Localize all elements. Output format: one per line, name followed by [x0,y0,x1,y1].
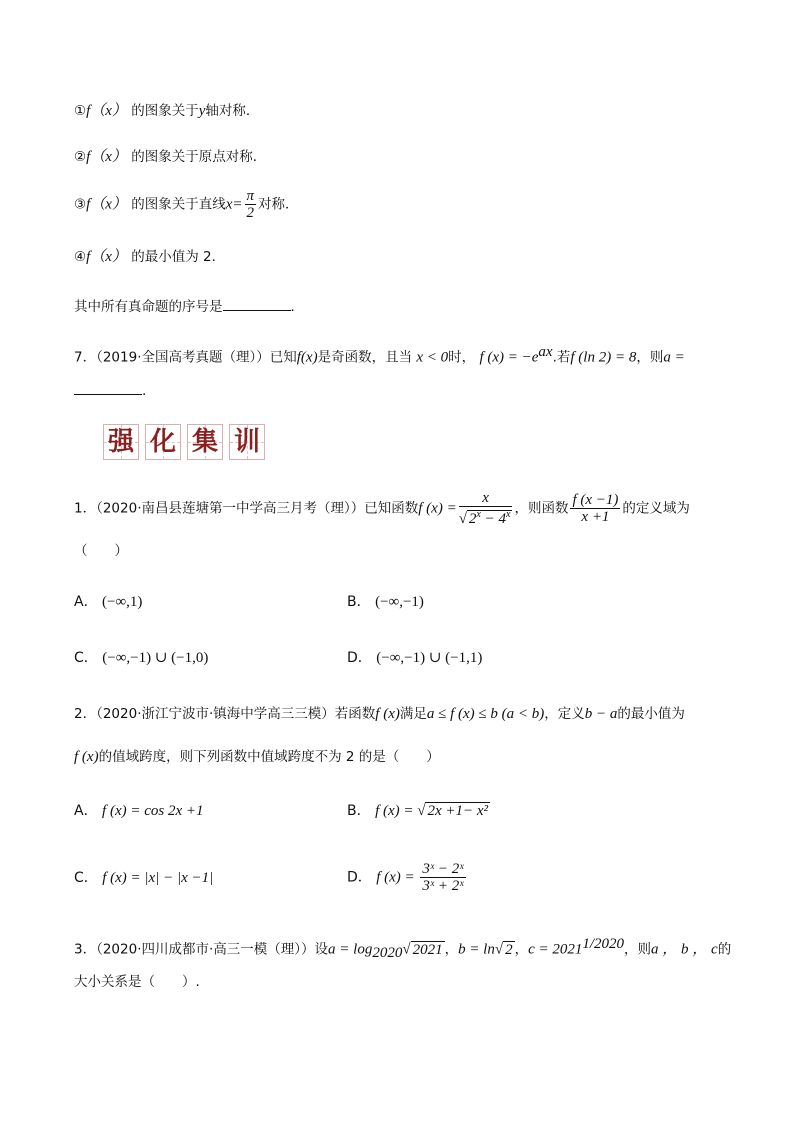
prop-text: 的图象关于直线 [131,196,226,213]
prompt-end: ． [290,299,304,315]
title-char: 化 [145,424,181,460]
option-label: C． [74,650,98,666]
question-7 [74,343,685,367]
a-definition: a = log [328,941,373,958]
section-title [103,424,265,460]
question-head: 3．（2020·四川成都市·高三一模（理））设 [74,941,329,958]
prop-text: 的图象关于原点对称． [131,149,267,165]
c-definition: c = 2021 [528,941,583,958]
fraction [459,490,513,527]
question-1 [74,490,690,527]
option-label: B． [347,803,371,819]
inequality: a ≤ f (x) ≤ b (a < b) [426,706,545,722]
question-2-line2 [74,748,440,766]
end-mark: . [142,383,147,399]
option-a[interactable] [74,802,204,820]
var: y [198,103,206,119]
fraction-num: f (x −1) [572,492,619,508]
option-label: D． [347,869,372,886]
option-label: A． [74,803,98,819]
question-head: 2．（2020·浙江宁波市·镇海中学高三三模）若函数 [74,706,376,722]
prop-tail: 对称． [258,196,299,213]
option-d[interactable] [347,861,468,894]
question-prompt [74,296,304,316]
question-text: 的最小值为 [617,706,685,722]
condition: x < 0 [416,349,449,366]
log-base: 2020 [372,945,403,962]
question-7-blank-line [74,380,146,400]
question-text: .若 [552,349,571,366]
option-label: B． [347,594,371,610]
option-b[interactable] [347,802,490,820]
question-2 [74,705,685,723]
function-expr: f（x） [86,249,127,265]
function-expr: f（x） [86,196,127,213]
function-expr: f (x) [74,749,99,765]
radical: √ 2x +1− x² [417,803,489,819]
prompt-text: 其中所有真命题的序号是 [74,299,223,315]
question-text: 满足 [399,706,427,722]
proposition-3 [74,188,299,221]
option-text: f (x) = cos 2x +1 [102,803,204,819]
option-a[interactable] [74,593,142,611]
fraction-num: π [246,188,255,204]
question-text: ，则 [624,941,652,958]
prop-text: 的图象关于 [131,103,199,119]
option-c[interactable] [74,649,208,667]
option-label: D． [347,650,372,666]
question-head: 1．（2020·南昌县莲塘第一中学高三月考（理））已知函数 [74,500,419,517]
title-char: 集 [187,424,223,460]
option-c[interactable] [74,869,213,887]
question-text: ，则函数 [514,500,569,517]
number-marker: ① [74,103,87,119]
var: x= [225,196,243,213]
radical: √ 2 [494,941,513,958]
option-text: (−∞,−1) ∪ (−1,1) [376,650,483,666]
option-text: (−∞,−1) ∪ (−1,0) [102,650,209,666]
option-text: (−∞,−1) [375,594,424,610]
question-text: 的值域跨度，则下列函数中值域跨度不为 2 的是（ ） [98,749,440,765]
prop-text: 的最小值为 2． [131,249,226,265]
option-label: C． [74,870,98,886]
option-label: A． [74,594,98,610]
proposition-1 [74,102,259,120]
number-marker: ③ [74,196,87,213]
proposition-4 [74,248,225,266]
difference: b − a [584,706,618,722]
definition: f (x) = −e [479,349,539,366]
fraction-den: 2 [246,205,255,221]
fraction [245,188,257,221]
answer-blank [74,380,142,395]
function-expr: f（x） [86,149,127,165]
proposition-2 [74,148,266,166]
fraction-num: x [459,490,513,507]
question-3-line2: 大小关系是（ ）. [74,974,200,990]
fraction [420,861,465,894]
function-expr: f（x） [86,103,127,119]
function-expr: f(x) [296,349,318,366]
b-definition: b = ln [458,941,495,958]
question-text: 是奇函数，且当 [317,349,413,366]
option-b[interactable] [347,593,424,611]
prop-tail: 轴对称． [205,103,260,119]
option-d[interactable] [347,649,482,667]
fraction-den: √ $2^x - 4^x$ [458,509,511,527]
question-text: 的 [717,941,732,958]
value: f (ln 2) = 8 [570,349,637,366]
vars: a ， b ， c [651,941,718,958]
option-text: f (x) = [376,869,419,886]
question-3: 3．（2020·四川成都市·高三一模（理））设$a = \log_{2020}√$ 2021 ，b = ln√ 2 ，$c = 2021^{1/2020}$，则a ， b ， c的 [74,936,732,962]
title-char: 强 [103,424,139,460]
radical: √ 2021 [402,941,443,958]
function-expr: f (x) [375,706,400,722]
function-expr: f (x) = [418,500,457,517]
number-marker: ② [74,149,87,165]
title-char: 训 [229,424,265,460]
fraction [570,492,620,525]
question-head: 7．（2019·全国高考真题（理））已知 [74,349,297,366]
option-text: f (x) = |x| − |x −1| [102,870,214,886]
question-text: 的定义域为 [622,500,690,517]
option-text: f (x) = [375,803,418,819]
var: a = [663,349,685,366]
answer-blank [223,296,291,311]
number-marker: ④ [74,249,87,265]
fraction-den: x +1 [581,509,610,525]
exponent: 1/2020 [582,936,625,952]
question-text: ，定义 [544,706,585,722]
option-text: (−∞,1) [102,594,143,610]
question-1-paren: （ ） [74,543,128,559]
fraction-den: 3ˣ + 2ˣ [422,878,464,894]
fraction-num: 3ˣ − 2ˣ [422,861,464,877]
exponent: ax [538,344,553,360]
question-text: ，则 [636,349,664,366]
question-text: 时， [448,349,476,366]
